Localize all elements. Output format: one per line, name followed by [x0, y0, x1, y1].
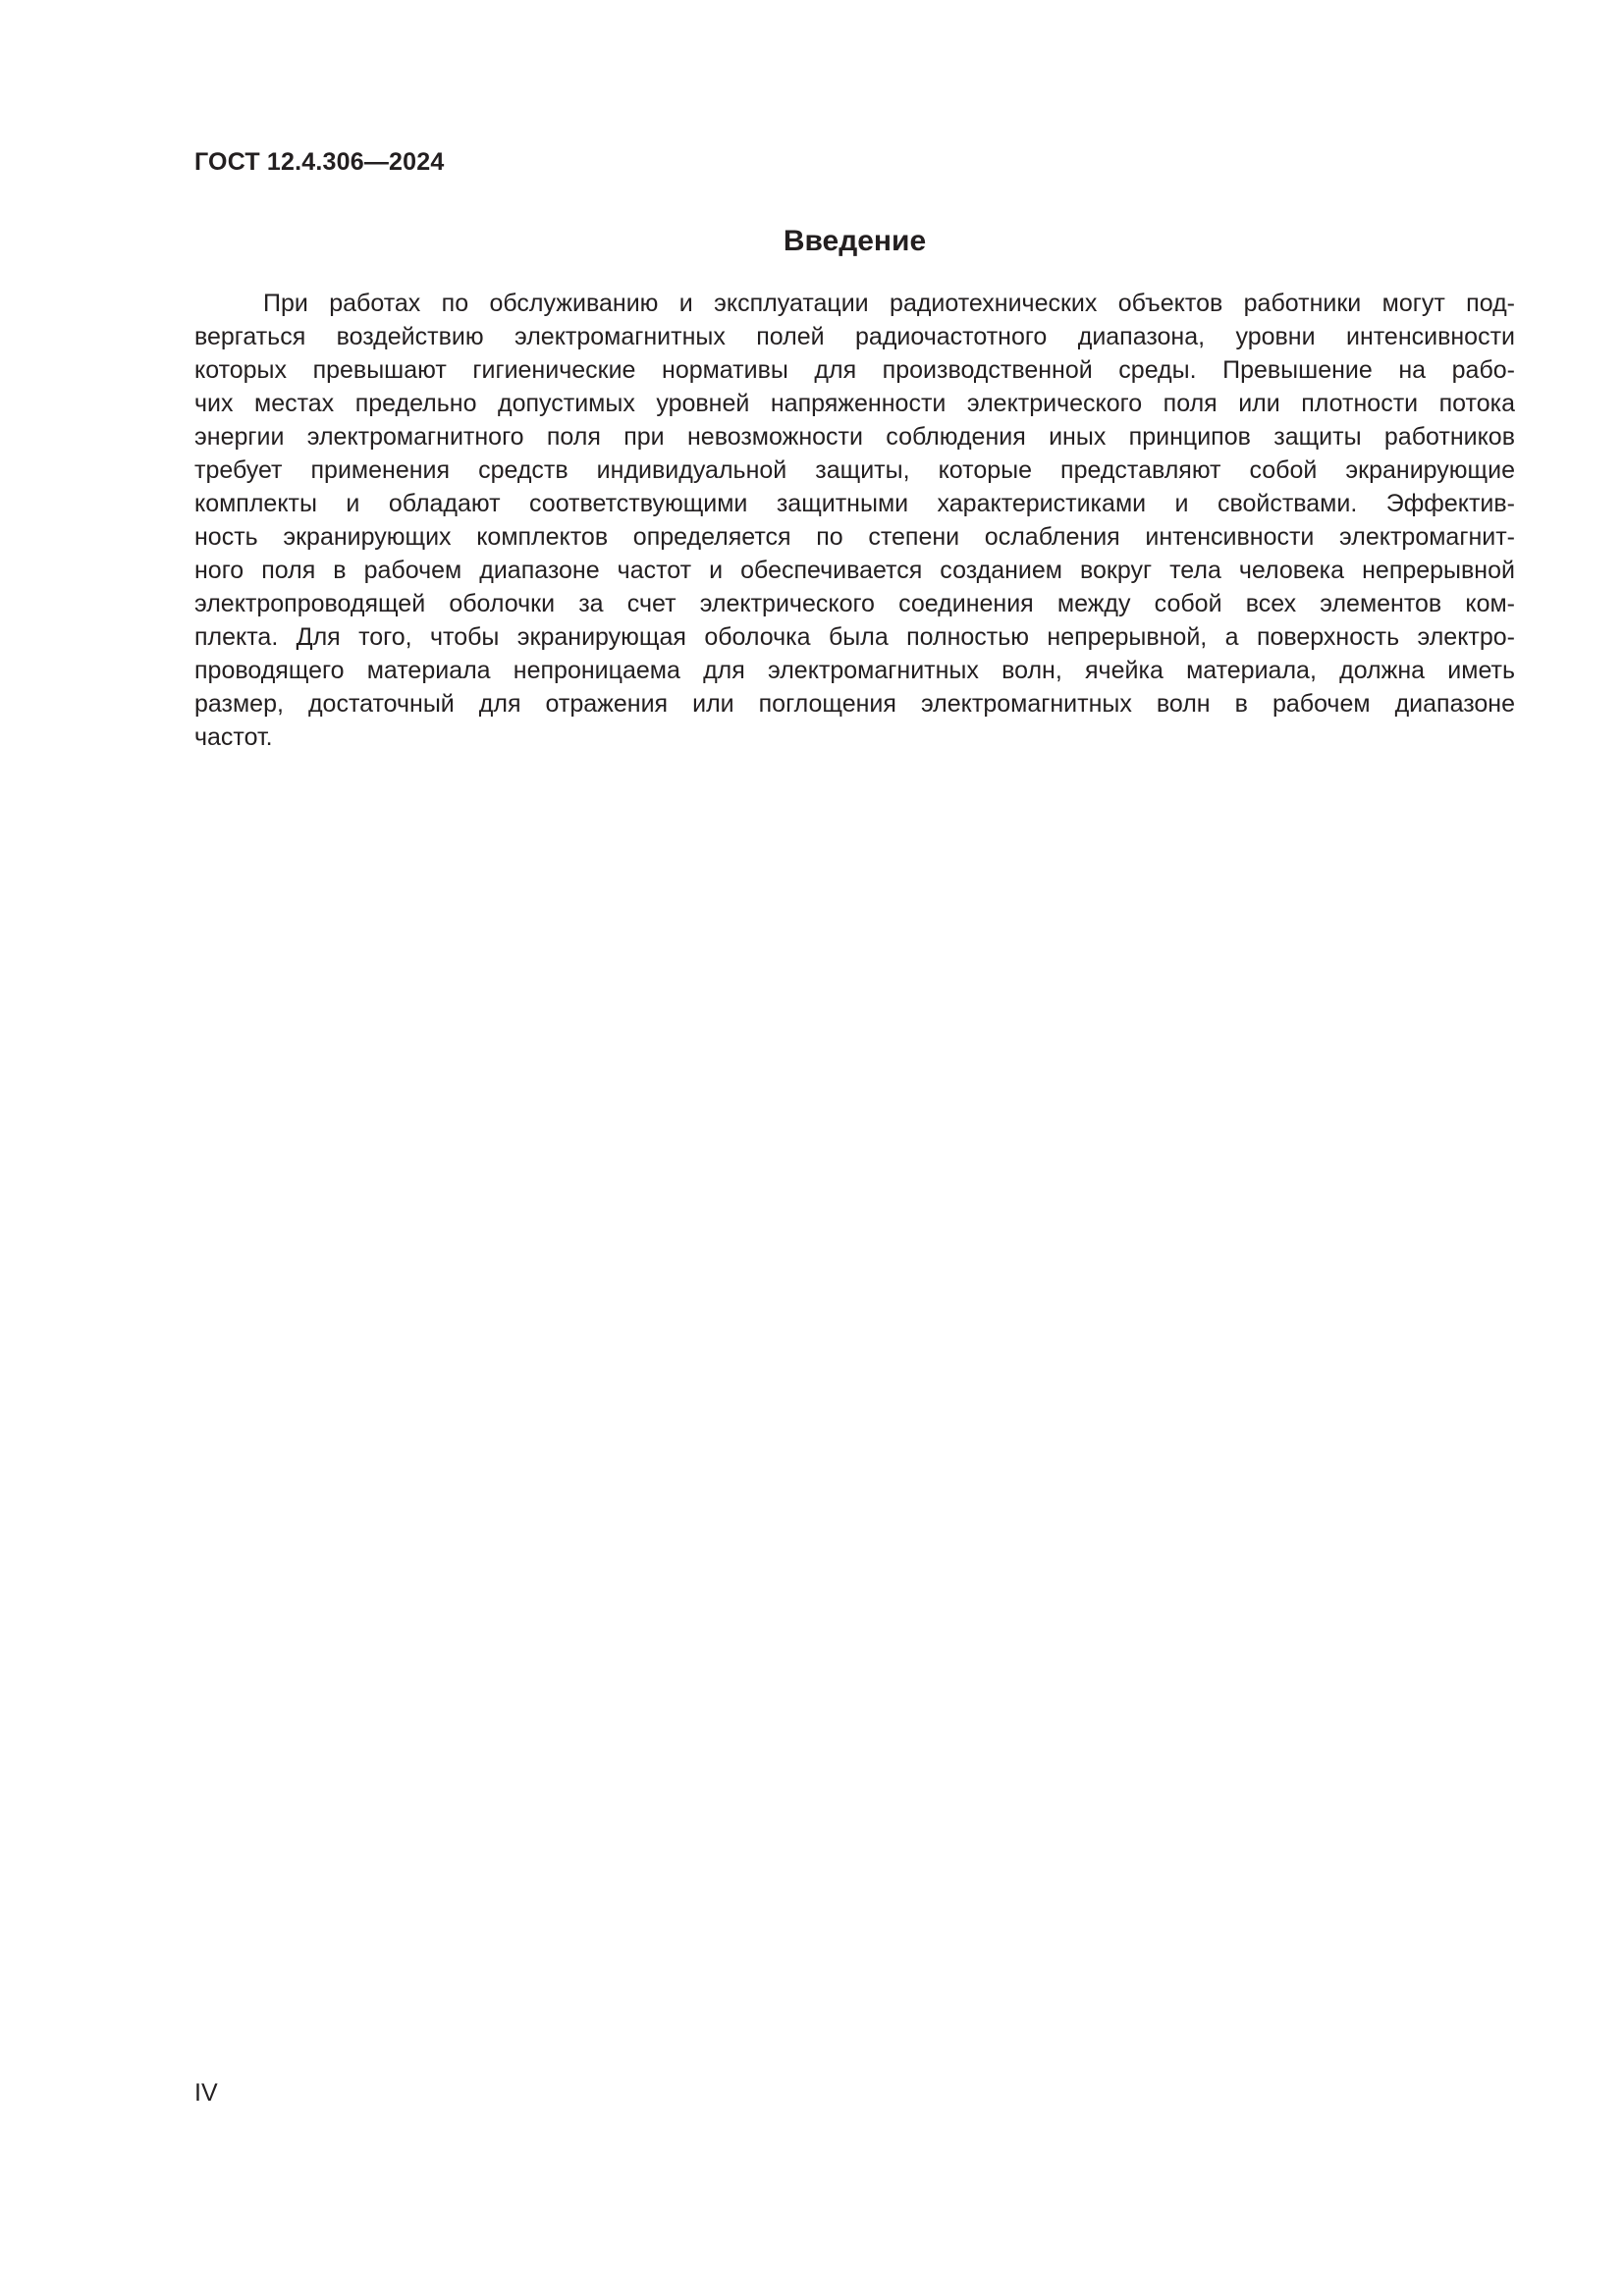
paragraph-line: которых превышают гигиенические нормативы для производственной среды. Превышение на рабо-	[194, 356, 1515, 384]
paragraph-line: энергии электромагнитного поля при невозможности соблюдения иных принципов защиты работников	[194, 423, 1515, 451]
paragraph-line: вергаться воздействию электромагнитных полей радиочастотного диапазона, уровни интенсивности	[194, 323, 1515, 350]
page-number: IV	[194, 2079, 218, 2107]
introduction-paragraph	[194, 287, 1515, 754]
paragraph-line: ность экранирующих комплектов определяется по степени ослабления интенсивности электромагнит-	[194, 523, 1515, 551]
section-title: Введение	[783, 225, 927, 257]
paragraph-line: требует применения средств индивидуальной защиты, которые представляют собой экранирующие	[194, 456, 1515, 484]
paragraph-line: комплекты и обладают соответствующими защитными характеристиками и свойствами. Эффектив-	[194, 490, 1515, 517]
paragraph-line: ного поля в рабочем диапазоне частот и обеспечивается созданием вокруг тела человека непрерывной	[194, 557, 1515, 584]
paragraph-line: плекта. Для того, чтобы экранирующая оболочка была полностью непрерывной, а поверхность электро-	[194, 623, 1515, 651]
paragraph-line: проводящего материала непроницаема для электромагнитных волн, ячейка материала, должна иметь	[194, 657, 1515, 684]
paragraph-line: частот.	[194, 723, 273, 751]
paragraph-line: размер, достаточный для отражения или поглощения электромагнитных волн в рабочем диапазоне	[194, 690, 1515, 718]
standard-designation: ГОСТ 12.4.306—2024	[194, 148, 445, 176]
paragraph-line: При работах по обслуживанию и эксплуатации радиотехнических объектов работники могут под-	[263, 290, 1515, 317]
paragraph-line: электропроводящей оболочки за счет электрического соединения между собой всех элементов ком-	[194, 590, 1515, 617]
paragraph-line: чих местах предельно допустимых уровней напряженности электрического поля или плотности потока	[194, 390, 1515, 417]
